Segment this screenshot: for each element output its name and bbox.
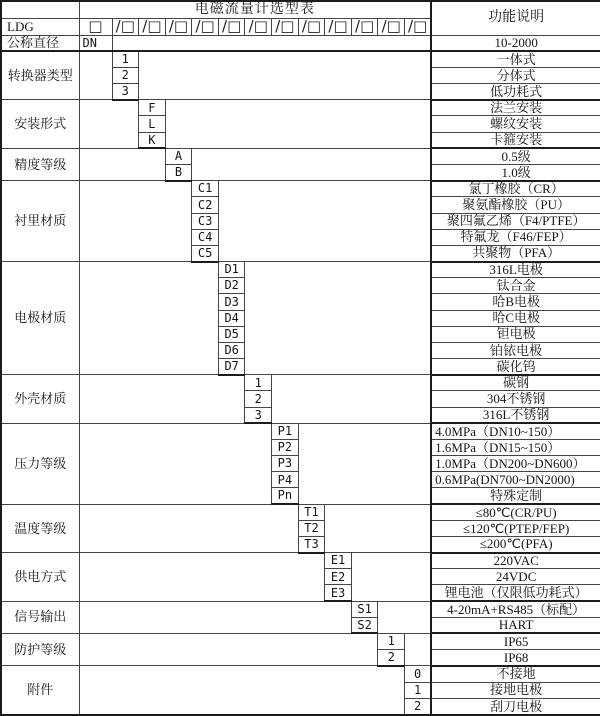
filler-cell: [79, 601, 351, 633]
desc-cell: 0.5级: [431, 148, 600, 164]
model-prefix: LDG: [1, 18, 79, 35]
model-box-cell: □: [79, 18, 112, 35]
group-label: 防护等级: [1, 633, 79, 665]
group-label: 信号输出: [1, 601, 79, 633]
filler-cell: [325, 504, 431, 553]
desc-cell: ≤200℃(PFA): [431, 536, 600, 552]
group-label: 电极材质: [1, 262, 79, 375]
desc-cell: 钽电极: [431, 326, 600, 342]
group-label: 附件: [1, 666, 79, 715]
desc-cell: 0.6MPa(DN700~DN2000): [431, 472, 600, 488]
desc-cell: 一体式: [431, 51, 600, 67]
desc-cell: 4-20mA+RS485（标配）: [431, 601, 600, 617]
desc-cell: 哈C电极: [431, 310, 600, 326]
table-row: [1, 1, 600, 18]
table-row: [1, 51, 600, 67]
desc-cell: 316L不锈钢: [431, 407, 600, 423]
filler-cell: [139, 51, 432, 100]
desc-cell: 1.0MPa（DN200~DN600）: [431, 456, 600, 472]
desc-cell: 刮刀电极: [431, 698, 600, 715]
group-label: 衬里材质: [1, 181, 79, 262]
filler-cell: [351, 553, 431, 602]
desc-cell: ≤80℃(CR/PU): [431, 504, 600, 520]
desc-cell: 1.6MPa（DN15~150）: [431, 439, 600, 455]
code-cell: D5: [218, 326, 245, 342]
code-cell: D7: [218, 359, 245, 375]
desc-cell: 1.0级: [431, 165, 600, 181]
code-cell: P3: [272, 456, 299, 472]
desc-cell: 特殊定制: [431, 488, 600, 504]
table-row: [1, 633, 600, 649]
dn-code: DN: [79, 35, 112, 51]
model-slash-cell: /□: [165, 18, 192, 35]
filler-cell: [79, 375, 245, 424]
code-cell: 2: [245, 391, 272, 407]
group-label: 精度等级: [1, 148, 79, 180]
table-row: [1, 553, 600, 569]
code-cell: K: [139, 132, 166, 148]
code-cell: C5: [192, 245, 219, 261]
filler-cell: [79, 51, 112, 100]
desc-cell: HART: [431, 617, 600, 633]
filler-cell: [79, 504, 298, 553]
filler-cell: [218, 181, 431, 262]
code-cell: D3: [218, 294, 245, 310]
desc-cell: 220VAC: [431, 553, 600, 569]
desc-cell: 卡箍安装: [431, 132, 600, 148]
filler-cell: [112, 35, 431, 51]
desc-cell: 聚四氟乙烯（F4/PTFE）: [431, 213, 600, 229]
desc-cell: 铂铱电极: [431, 342, 600, 358]
desc-cell: 哈B电极: [431, 294, 600, 310]
code-cell: F: [139, 100, 166, 116]
model-slash-cell: /□: [325, 18, 352, 35]
code-cell: 1: [245, 375, 272, 391]
table-row: [1, 375, 600, 391]
code-cell: L: [139, 116, 166, 132]
model-slash-cell: /□: [351, 18, 378, 35]
code-cell: D2: [218, 278, 245, 294]
code-cell: D1: [218, 262, 245, 278]
table-row: [1, 100, 600, 116]
group-label: 外壳材质: [1, 375, 79, 424]
desc-cell: 法兰安装: [431, 100, 600, 116]
code-cell: 3: [245, 407, 272, 423]
table-row: [1, 35, 600, 51]
code-cell: Pn: [272, 488, 299, 504]
code-cell: C1: [192, 181, 219, 197]
filler-cell: [79, 633, 378, 665]
model-slash-cell: /□: [405, 18, 432, 35]
desc-cell: 分体式: [431, 67, 600, 83]
code-cell: S1: [351, 601, 378, 617]
table-row: [1, 181, 600, 197]
desc-cell: 共聚物（PFA）: [431, 245, 600, 261]
model-slash-cell: /□: [139, 18, 166, 35]
desc-cell: 碳钢: [431, 375, 600, 391]
code-cell: E2: [325, 569, 352, 585]
desc-cell: 4.0MPa（DN10~150）: [431, 423, 600, 439]
code-cell: P1: [272, 423, 299, 439]
table-title: 电磁流量计选型表: [79, 1, 431, 18]
dn-label: 公称直径: [1, 35, 79, 51]
code-cell: 3: [112, 84, 139, 100]
code-cell: 2: [378, 650, 405, 666]
group-label: 供电方式: [1, 553, 79, 602]
filler-cell: [405, 633, 432, 665]
group-label: 温度等级: [1, 504, 79, 553]
model-slash-cell: /□: [218, 18, 245, 35]
desc-cell: 24VDC: [431, 569, 600, 585]
code-cell: 2: [112, 67, 139, 83]
model-slash-cell: /□: [245, 18, 272, 35]
function-description-header: 功能说明: [431, 1, 600, 35]
code-cell: D6: [218, 342, 245, 358]
filler-cell: [79, 553, 325, 602]
filler-cell: [79, 100, 139, 149]
filler-cell: [79, 262, 218, 375]
code-cell: E3: [325, 585, 352, 601]
code-cell: B: [165, 165, 192, 181]
desc-cell: 螺纹安装: [431, 116, 600, 132]
code-cell: S2: [351, 617, 378, 633]
model-slash-cell: /□: [272, 18, 299, 35]
filler-cell: [192, 148, 431, 180]
code-cell: T3: [298, 536, 325, 552]
filler-cell: [79, 181, 192, 262]
code-cell: C2: [192, 197, 219, 213]
code-cell: 1: [405, 682, 432, 698]
model-slash-cell: /□: [112, 18, 139, 35]
model-slash-cell: /□: [192, 18, 219, 35]
table-row: [1, 423, 600, 439]
desc-cell: 316L电极: [431, 262, 600, 278]
desc-cell: 锂电池（仅限低功耗式）: [431, 585, 600, 601]
group-label: 压力等级: [1, 423, 79, 504]
desc-cell: 氯丁橡胶（CR）: [431, 181, 600, 197]
filler-cell: [79, 148, 165, 180]
code-cell: 2: [405, 698, 432, 715]
group-label: 安装形式: [1, 100, 79, 149]
desc-cell: 低功耗式: [431, 84, 600, 100]
table-row: [1, 504, 600, 520]
corner-cell: [1, 1, 79, 18]
code-cell: P4: [272, 472, 299, 488]
code-cell: T1: [298, 504, 325, 520]
desc-cell: 接地电极: [431, 682, 600, 698]
code-cell: E1: [325, 553, 352, 569]
desc-cell: IP65: [431, 633, 600, 649]
desc-cell: ≤120℃(PTEP/FEP): [431, 520, 600, 536]
code-cell: 1: [378, 633, 405, 649]
filler-cell: [165, 100, 431, 149]
desc-cell: 不接地: [431, 666, 600, 682]
code-cell: C3: [192, 213, 219, 229]
dn-desc: 10-2000: [431, 35, 600, 51]
table-row: [1, 666, 600, 682]
filler-cell: [245, 262, 431, 375]
code-cell: 0: [405, 666, 432, 682]
group-label: 转换器类型: [1, 51, 79, 100]
code-cell: A: [165, 148, 192, 164]
filler-cell: [378, 601, 431, 633]
filler-cell: [272, 375, 432, 424]
code-cell: D4: [218, 310, 245, 326]
filler-cell: [298, 423, 431, 504]
code-cell: P2: [272, 439, 299, 455]
model-slash-cell: /□: [378, 18, 405, 35]
table-row: [1, 148, 600, 164]
filler-cell: [79, 423, 272, 504]
table-row: [1, 601, 600, 617]
table-row: [1, 262, 600, 278]
filler-cell: [79, 666, 405, 715]
desc-cell: 特氟龙（F46/FEP）: [431, 229, 600, 245]
code-cell: 1: [112, 51, 139, 67]
code-cell: T2: [298, 520, 325, 536]
desc-cell: 钛合金: [431, 278, 600, 294]
desc-cell: IP68: [431, 650, 600, 666]
desc-cell: 304不锈钢: [431, 391, 600, 407]
code-cell: C4: [192, 229, 219, 245]
desc-cell: 碳化钨: [431, 359, 600, 375]
model-slash-cell: /□: [298, 18, 325, 35]
desc-cell: 聚氨酯橡胶（PU）: [431, 197, 600, 213]
